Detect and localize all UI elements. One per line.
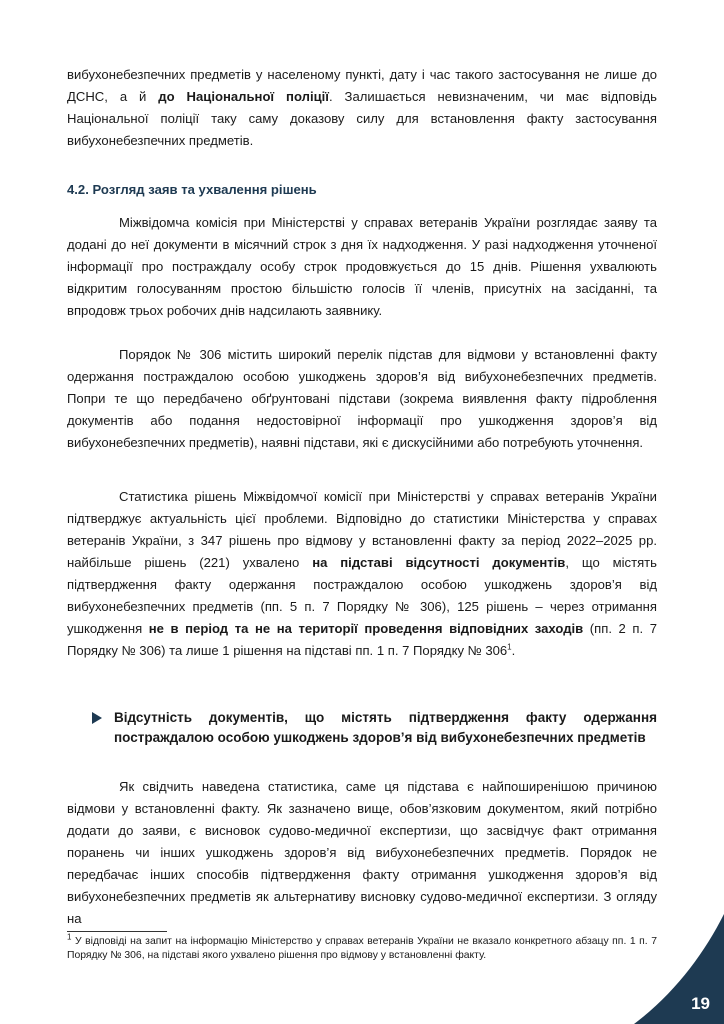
paragraph-statistics xyxy=(67,486,657,662)
paragraph-evidence: Як свідчить наведена статистика, саме ця підстава є найпоширенішою причиною відмови у встановленні факту. Як зазначено вище, обов’язковим документом, який потрібно додати до заяви, є висновок судово-медичної експертизи, що засвідчує факт отримання поранень чи інших ушкоджень здоров’я від вибухонебезпечних предметів. Порядок не передбачає інших способів підтвердження факту отримання ушкодження здоров’я від вибухонебезпечних предметів як альтернативу висновку судово-медичної експертизи. З огляду на xyxy=(67,779,657,926)
bold-run: до Національної поліції xyxy=(158,89,329,104)
footnote xyxy=(67,932,657,963)
section-heading: 4.2. Розгляд заяв та ухвалення рішень xyxy=(67,182,317,197)
bold-run: не в період та не на території проведення відповідних заходів xyxy=(148,621,584,636)
bold-run: на підставі відсутності документів xyxy=(312,555,566,570)
subheading-block xyxy=(92,708,657,748)
subheading: Відсутність документів, що містять підтвердження факту одержання постраждалою особою ушкоджень здоров’я від вибухонебезпечних предметів xyxy=(114,710,657,745)
footnote-ref[interactable]: 1 xyxy=(507,642,512,652)
text-run: . Залишається невизначеним, чи має відповідь Національної поліції таку саму доказову силу для встановлення факту застосування вибухонебезпечних предметів. xyxy=(67,89,657,148)
corner-shape xyxy=(634,914,724,1024)
text-run: (пп. 2 п. 7 Порядку № 306) та лише 1 рішення на підставі пп. 1 п. 7 Порядку № 306 xyxy=(67,621,658,658)
footnote-divider xyxy=(67,931,167,932)
text-run: вибухонебезпечних предметів у населеному пункті, дату і час такого застосування не лише до ДСНС, а й xyxy=(67,67,657,104)
footnote-text: У відповіді на запит на інформацію Міністерство у справах ветеранів України не вказало конкретного абзацу пп. 1 п. 7 Порядку № 306, на підставі якого ухвалено рішення про відмову у встановленні факту. xyxy=(67,936,657,961)
paragraph-intro xyxy=(67,64,657,152)
paragraph-procedure: Порядок № 306 містить широкий перелік підстав для відмови у встановленні факту одержання постраждалою особою ушкоджень здоров’я від вибухонебезпечних предметів. Попри те що передбачено обґрунтовані підстави (зокрема виявлення факту підроблення документів або подання недостовірної інформації про ушкодження здоров’я від вибухонебезпечних предметів), наявні підстави, які є дискусійними або потребують уточнення. xyxy=(67,347,657,450)
paragraph-commission: Міжвідомча комісія при Міністерстві у справах ветеранів України розглядає заяву та додані до неї документи в місячний строк з дня їх надходження. У разі надходження уточненої інформації про постраждалу особу строк продовжується до 15 днів. Рішення ухвалюють відкритим голосуванням простою більшістю голосів її членів, присутніх на засіданні, та впродовж трьох робочих днів надсилають заявнику. xyxy=(67,215,657,318)
page-corner-decoration xyxy=(634,914,724,1024)
triangle-right-icon xyxy=(92,712,102,724)
text-run: , що містять підтвердження факту одержання постраждалою особою ушкоджень здоров’я від вибухонебезпечних предметів (пп. 5 п. 7 Порядку № 306), 125 рішень – через отримання ушкодження xyxy=(67,555,657,636)
footnote-marker: 1 xyxy=(67,932,72,942)
text-run: Статистика рішень Міжвідомчої комісії при Міністерстві у справах ветеранів України підтверджує актуальність цієї проблеми. Відповідно до статистики Міністерства у справах ветеранів України, з 347 рішень про відмову у встановленні факту за період 2022–2025 рр. найбільше рішень (221) ухвалено xyxy=(67,489,657,570)
text-run: . xyxy=(511,643,516,658)
page-number: 19 xyxy=(691,994,710,1013)
